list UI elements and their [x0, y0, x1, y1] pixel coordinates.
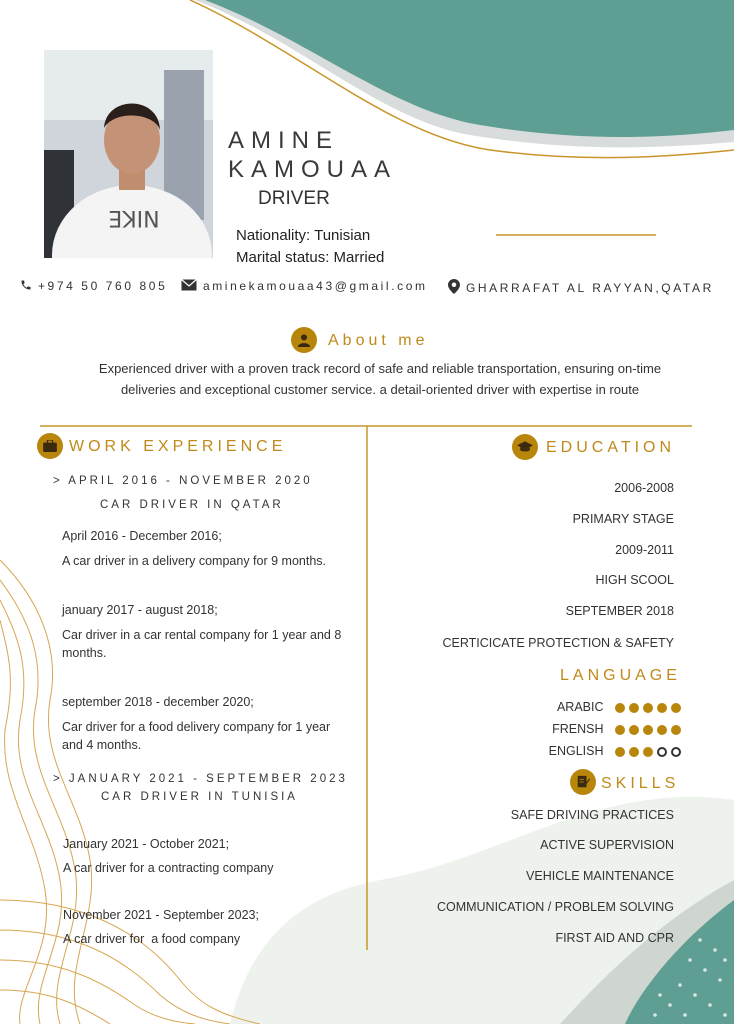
work-title: WORK EXPERIENCE: [69, 438, 287, 455]
language-name: ENGLISH: [548, 744, 604, 758]
work-entry-dates: April 2016 - December 2016;: [62, 529, 222, 543]
work-entry-dates: November 2021 - September 2023;: [63, 908, 259, 922]
language-title: LANGUAGE: [560, 667, 681, 684]
language-row: [549, 744, 681, 758]
skill-item: SAFE DRIVING PRACTICES: [510, 808, 674, 822]
email-text: aminekamouaa43@gmail.com: [202, 279, 428, 293]
contact-email[interactable]: [181, 279, 428, 293]
work-entry-desc: Car driver for a food delivery company for 1 year and 4 months.: [62, 720, 331, 752]
work-entry-dates: september 2018 - december 2020;: [62, 695, 254, 709]
education-item: 2006-2008: [614, 481, 674, 495]
work-period-2: > JANUARY 2021 - SEPTEMBER 2023: [53, 773, 348, 785]
phone-text: +974 50 760 805: [37, 279, 168, 293]
contact-phone[interactable]: [20, 279, 167, 293]
svg-text:NIKE: NIKE: [108, 205, 160, 230]
address-text: GHARRAFAT AL RAYYAN,QATAR: [465, 281, 714, 295]
marital-status: Marital status: Married: [236, 249, 385, 266]
about-text: Experienced driver with a proven track record of safe and reliable transportation, ensuring on-time deliveries and exceptional customer service. a detail-oriented driver with expertise in route: [98, 361, 662, 397]
language-level: [615, 725, 681, 735]
work-entry-desc: A car driver for a food company: [63, 932, 241, 946]
work-entry-dates: January 2021 - October 2021;: [63, 837, 230, 851]
person-icon: [291, 327, 317, 353]
language-name: FRENSH: [552, 722, 604, 736]
skill-item: COMMUNICATION / PROBLEM SOLVING: [436, 900, 674, 914]
work-entry-desc: Car driver in a car rental company for 1 year and 8 months.: [62, 628, 342, 660]
language-level: [615, 703, 681, 713]
location-icon: [448, 281, 466, 295]
profile-photo: [44, 50, 213, 258]
skills-icon: [570, 769, 596, 795]
work-entry-desc: A car driver for a contracting company: [63, 861, 274, 875]
work-period-1: > APRIL 2016 - NOVEMBER 2020: [53, 475, 313, 487]
work-role-2: CAR DRIVER IN TUNISIA: [101, 791, 298, 803]
first-name: AMINE: [228, 127, 340, 154]
briefcase-icon: [37, 433, 63, 459]
language-level: [615, 747, 681, 757]
education-item: HIGH SCOOL: [595, 573, 674, 587]
contact-address: [448, 279, 714, 295]
work-entry-desc: A car driver in a delivery company for 9 months.: [62, 554, 327, 568]
skill-item: VEHICLE MAINTENANCE: [526, 869, 674, 883]
about-title: About me: [328, 332, 429, 349]
nationality: Nationality: Tunisian: [236, 227, 371, 244]
skill-item: ACTIVE SUPERVISION: [540, 838, 674, 852]
education-item: PRIMARY STAGE: [572, 512, 674, 526]
last-name: KAMOUAA: [228, 156, 398, 183]
language-name: ARABIC: [556, 700, 604, 714]
job-title: DRIVER: [258, 188, 330, 209]
education-title: EDUCATION: [546, 439, 676, 456]
education-item: 2009-2011: [615, 543, 674, 557]
skill-item: FIRST AID AND CPR: [555, 931, 674, 945]
language-row: [557, 700, 681, 714]
mail-icon: [181, 279, 203, 293]
skills-title: SKILLS: [601, 775, 680, 792]
education-item: CERTICICATE PROTECTION & SAFETY: [442, 636, 674, 650]
language-row: [552, 722, 681, 736]
phone-icon: [20, 279, 38, 293]
graduation-cap-icon: [512, 434, 538, 460]
work-entry-dates: january 2017 - august 2018;: [62, 603, 218, 617]
work-role-1: CAR DRIVER IN QATAR: [100, 499, 284, 511]
education-item: SEPTEMBER 2018: [565, 604, 674, 618]
